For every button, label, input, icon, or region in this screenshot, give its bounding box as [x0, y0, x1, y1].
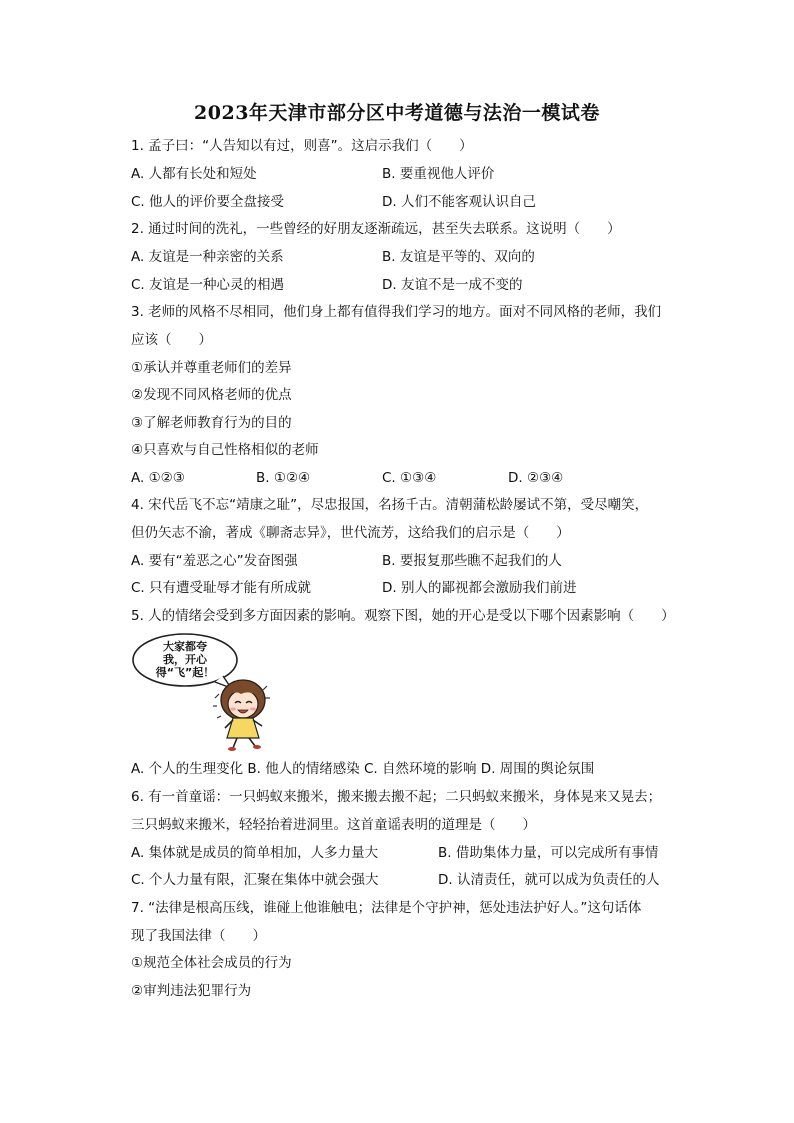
- bubble-line-3: 得“飞”起！: [155, 666, 215, 679]
- question-3-item-3: ③了解老师教育行为的目的: [131, 415, 292, 431]
- question-6-option-c: C. 个人力量有限，汇聚在集体中就会强大: [131, 872, 379, 888]
- bubble-line-1: 大家都夸: [163, 640, 207, 653]
- question-4-option-b: B. 要报复那些瞧不起我们的人: [382, 553, 562, 569]
- question-6-stem-line-1: 6. 有一首童谣：一只蚂蚁来搬米，搬来搬去搬不起；二只蚂蚁来搬米，身体晃来又晃去；: [131, 789, 662, 805]
- girl-face: [228, 690, 258, 718]
- question-6-option-d: D. 认清责任，就可以成为负责任的人: [438, 872, 660, 888]
- question-2-option-c: C. 友谊是一种心灵的相遇: [131, 277, 285, 293]
- question-6-option-a: A. 集体就是成员的简单相加，人多力量大: [131, 845, 379, 861]
- question-4-option-d: D. 别人的鄙视都会激励我们前进: [382, 580, 577, 596]
- question-1-option-a: A. 人都有长处和短处: [131, 166, 257, 182]
- question-4-option-a: A. 要有“羞恶之心”发奋图强: [131, 553, 298, 569]
- question-2-stem: 2. 通过时间的洗礼，一些曾经的好朋友逐渐疏远，甚至失去联系。这说明（ ）: [131, 221, 621, 237]
- question-3-option-b: B. ①②④: [256, 470, 311, 486]
- question-6-stem-line-2: 三只蚂蚁来搬米，轻轻抬着进洞里。这首童谣表明的道理是（ ）: [131, 817, 536, 833]
- question-7-stem-line-2: 现了我国法律（ ）: [131, 928, 266, 944]
- bubble-line-2: 我，开心: [163, 653, 207, 666]
- question-3-option-c: C. ①③④: [382, 470, 437, 486]
- question-3-item-4: ④只喜欢与自己性格相似的老师: [131, 442, 319, 458]
- question-3-item-2: ②发现不同风格老师的优点: [131, 387, 292, 403]
- question-4-stem-line-1: 4. 宋代岳飞不忘“靖康之耻”，尽忠报国，名扬千古。清朝蒲松龄屡试不第，受尽嘲笑，: [131, 497, 649, 513]
- question-7-item-2: ②审判违法犯罪行为: [131, 983, 252, 999]
- question-4-stem-line-2: 但仍矢志不渝，著成《聊斋志异》，世代流芳，这给我们的启示是（ ）: [131, 525, 570, 541]
- question-2-option-b: B. 友谊是平等的、双向的: [382, 249, 535, 265]
- question-3-option-d: D. ②③④: [508, 470, 564, 486]
- question-2-option-a: A. 友谊是一种亲密的关系: [131, 249, 284, 265]
- question-6-option-b: B. 借助集体力量，可以完成所有事情: [438, 845, 659, 861]
- happy-girl-cartoon: [131, 632, 271, 752]
- question-7-stem-line-1: 7. “法律是根高压线，谁碰上他谁触电；法律是个守护神，惩处违法护好人。”这句话体: [131, 900, 642, 916]
- question-1-option-b: B. 要重视他人评价: [382, 166, 495, 182]
- question-1-stem: 1. 孟子曰：“人告知以有过，则喜”。这启示我们（ ）: [131, 138, 473, 154]
- question-1-option-d: D. 人们不能客观认识自己: [382, 194, 536, 210]
- question-2-option-d: D. 友谊不是一成不变的: [382, 277, 523, 293]
- question-1-option-c: C. 他人的评价要全盘接受: [131, 194, 285, 210]
- question-3-item-1: ①承认并尊重老师们的差异: [131, 360, 292, 376]
- question-5-stem: 5. 人的情绪会受到多方面因素的影响。观察下图，她的开心是受以下哪个因素影响（ ）: [131, 608, 675, 624]
- question-3-option-a: A. ①②③: [131, 470, 185, 486]
- question-3-stem-line-1: 3. 老师的风格不尽相同，他们身上都有值得我们学习的地方。面对不同风格的老师，我们: [131, 304, 662, 320]
- question-5-options: A. 个人的生理变化 B. 他人的情绪感染 C. 自然环境的影响 D. 周围的舆论氛围: [131, 761, 595, 777]
- question-4-option-c: C. 只有遭受耻辱才能有所成就: [131, 580, 312, 596]
- question-3-stem-line-2: 应该（ ）: [131, 332, 212, 348]
- question-7-item-1: ①规范全体社会成员的行为: [131, 955, 292, 971]
- page-title: 2023年天津市部分区中考道德与法治一模试卷: [194, 102, 600, 124]
